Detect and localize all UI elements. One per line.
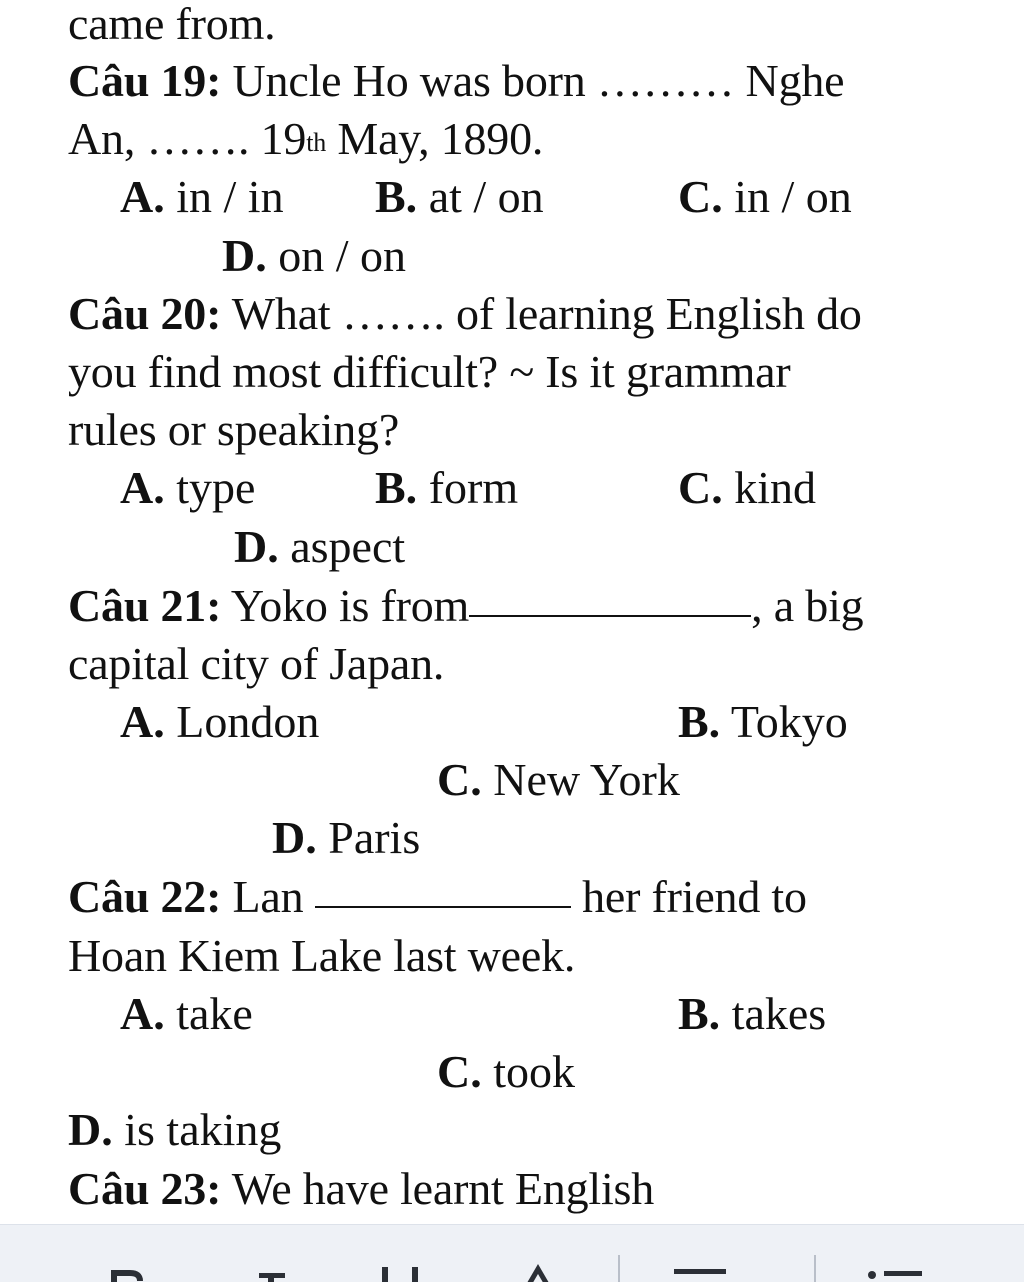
question-label: Câu 22: [68,871,222,922]
question-text: Yoko is from [221,580,470,631]
formatting-toolbar [0,1224,1024,1282]
q21-option-a [120,695,319,749]
toolbar-separator [618,1255,620,1282]
q20-option-b [375,461,518,515]
option-text: form [417,462,519,513]
question-text: We have learnt English [221,1163,655,1214]
question-20-line-2: you find most difficult? ~ Is it grammar [68,346,791,397]
italic-icon[interactable] [255,1263,289,1282]
q22-option-c [437,1045,575,1099]
toolbar-separator [814,1255,816,1282]
q20-option-c [678,461,816,515]
option-letter: B. [678,988,721,1039]
question-21 [68,579,863,633]
option-text: in / in [164,171,284,222]
q19-option-d [222,229,406,283]
question-19 [68,54,844,108]
question-text: Uncle Ho was born ……… Nghe [221,55,845,106]
option-letter: D. [234,521,279,572]
question-label: Câu 20: [68,288,222,339]
option-letter: B. [678,696,721,747]
option-letter: C. [678,171,723,222]
question-20 [68,287,862,341]
option-text: type [164,462,256,513]
q20-option-a [120,461,255,515]
option-letter: D. [68,1104,113,1155]
question-22 [68,870,807,924]
question-text: What ……. of learning English do [221,288,862,339]
option-letter: A. [120,171,165,222]
q22-option-a [120,987,253,1041]
question-label: Câu 19: [68,55,222,106]
option-text: on / on [266,230,407,281]
option-letter: C. [678,462,723,513]
q21-option-d [272,811,420,865]
option-text: London [164,696,320,747]
question-20-line-3: rules or speaking? [68,404,400,455]
q20-option-d [234,520,405,574]
q22-option-d [68,1103,281,1157]
question-22-line-2: Hoan Kiem Lake last week. [68,930,576,981]
q19-option-b [375,170,544,224]
text-color-icon[interactable] [518,1263,564,1282]
option-letter: C. [437,754,482,805]
align-icon[interactable] [672,1263,728,1282]
option-letter: B. [375,171,418,222]
question-text: , a big [751,580,864,631]
option-letter: D. [222,230,267,281]
list-icon[interactable] [866,1263,924,1282]
option-text: New York [481,754,680,805]
question-21-line-2: capital city of Japan. [68,638,445,689]
question-label: Câu 23: [68,1163,222,1214]
question-text: her friend to [570,871,807,922]
question-label: Câu 21: [68,580,222,631]
option-text: is taking [112,1104,282,1155]
option-text: takes [720,988,827,1039]
option-text: kind [722,462,817,513]
bold-icon[interactable] [108,1263,148,1282]
q19-option-a [120,170,284,224]
option-letter: A. [120,696,165,747]
superscript: th [306,128,327,157]
option-text: Paris [316,812,421,863]
intro-tail-text: came from. [68,0,276,49]
option-letter: A. [120,988,165,1039]
option-letter: A. [120,462,165,513]
question-text: An, ……. 19 [68,113,307,164]
question-23 [68,1162,654,1216]
option-text: aspect [278,521,406,572]
question-text: May, 1890. [326,113,544,164]
option-letter: D. [272,812,317,863]
option-text: Tokyo [720,696,848,747]
option-text: take [164,988,253,1039]
underline-icon[interactable] [378,1263,424,1282]
option-letter: B. [375,462,418,513]
option-letter: C. [437,1046,482,1097]
question-text: Lan [221,871,315,922]
option-text: took [481,1046,576,1097]
q22-option-b [678,987,826,1041]
answer-blank [315,866,571,908]
option-text: at / on [417,171,544,222]
question-19-line-2 [68,112,543,166]
q19-option-c [678,170,852,224]
q21-option-b [678,695,848,749]
q21-option-c [437,753,680,807]
answer-blank [469,575,751,617]
option-text: in / on [722,171,852,222]
